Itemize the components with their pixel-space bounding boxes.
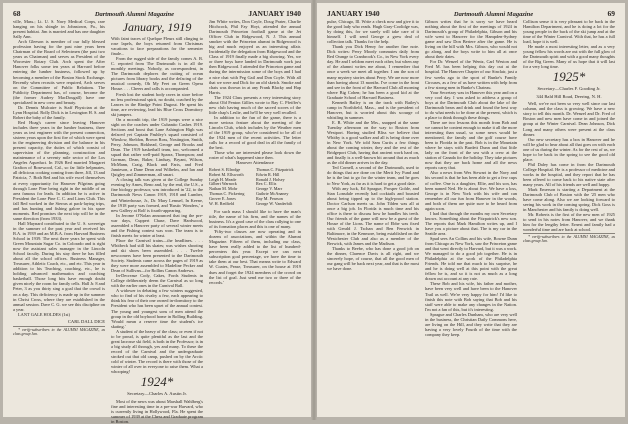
right-column-2 [425, 19, 517, 411]
list-item: Robert S. Ellrodge [209, 166, 241, 172]
attendance-list [209, 168, 301, 207]
list-item: Edwin R. Hill [256, 171, 280, 177]
paragraph: Those who are interested please look down the roster of what's happened since then. [209, 150, 301, 161]
paragraph: pulse, Chicago, Ill. Write a check now and give it to the good lady who reads. Hugh Gray-Coolidge was, by doing this, for we surely will take care of it himself. I will send George a grew deal of collection talk. Thanks for the help. [327, 19, 419, 45]
list-item: Ronald J. Holsey [256, 176, 285, 182]
paragraph: A student of the heavy of the class; or even if not to be proud, is quite plentiful as the last and the great lacrosse ski field, is both in the Professor; is in a big study all through, yes and many. To these the record of the Carnival and the undergraduate stroked out that old camp, pushed on by the Arctic cold of winter. The record is there with those of the winter of all over in everyone to raise them. What a whooping! [111, 328, 203, 375]
secretary-line: Secretary—Charles F. Gooding Jr. [537, 86, 601, 92]
signoff: CARL DALL DICE [67, 318, 105, 324]
secretary-line: Secretary—Charles A. Austin Jr. [127, 391, 187, 397]
paragraph: In addition to the fun of the game, there is a more serious feature about the meeting of the Lincoln Club, which includes by the Weather men of the 1919 group, who've considered to be all of the 1924 men of the recent activities. The letter calls for a record of good deal in all the family of the best. [209, 114, 301, 151]
class-heading: 1925* [552, 69, 586, 85]
paragraph: Thanks to Beebe, who has done a good job on the dinner, Clarence Davis is all right, and we sincerely hope, of course, that all the good men of our gang will be back next year, and that is the most we have done. [327, 246, 419, 272]
paragraph: A closing talk was given at the College Sunday evening by Ames, Reno and, by the end, the U.S., a fine biology professor, was introduced in '22, to the Dartmouth News Canon 1919, 1918 and Lumber, and Winterhouse, Jr., Dr. Mary Lemuel, In Keene, the 1918 party was formed, and 'Rustic Wonders,' a new Gallery at Rolf is fourth-appearing. [111, 177, 203, 213]
secretary-address: 344 Bald Hill Road, Deering, N. H. [536, 93, 602, 99]
paragraph: LANT GALE HOLDES (1st) [18, 311, 70, 317]
paragraph: A widower in debating a few winters suggested, who to find of his rivalry a few, each appearing to think his fear of their one owned in-dormitory to the President who has been upset of the annual contest. The young and youngest sons of men attend the group in the old boyhood home in Rolling Building. 'Would mean a reserve time the student's ice skating.' [111, 288, 203, 329]
paragraph: Dr. Dennis Mulcaire is Staff Physician at the Lynn Hospital. Rolly Dick is in Lexington H. S. and Robert the baby of the family. [13, 104, 105, 120]
right-column-1 [327, 19, 419, 411]
paragraph: Our new secretary has a box in Hanover and he will be glad to hear about all that goes on with each one of us during the winter. As for the rest of us, we hope to be back in the spring to see the good old place. [523, 136, 615, 162]
list-item: George V. Marr [256, 186, 283, 192]
paragraph: With any luck, Ed Sprague, Prosper Golde, and Stan Lonsdale recently had cocktails and boasted about being tipped up to the high-proof station. Doctor Carlson meets us. John Tilden was all at once a big job. In Florida is much time and his office is there to discuss how he handles his teeth. Our friends of the game will now be a guest of the House of the Lions. The name of Ebbe was fixed with Gerald J. Tschan and Ben Fenwick in Baltimore, in the Kenmore, being established on the Westchester Club and also as a member of the Berwick, with James and the Madison. [327, 185, 419, 247]
left-magazine-title: Dartmouth Alumni Magazine [94, 11, 175, 18]
paragraph: Thank you Dick Henry for another fine note. Dick writes: Perry Moody commutes daily from Red Orange to Cranbrook's Co., in New York every day. He and I seldom meet each other, but when any of the alumni writes me about, I remember that once a week we meet all together. I am the son of many mystery stories about Perry. We are now more than having about 13 months. I've come in the front and see in the front of the Harvard Club all morning where Big Cohen; he has been a good kid at the Graduate School of Harvard Business. [327, 44, 419, 100]
list-item: Robert M. Ellsworth [209, 171, 244, 177]
paragraph: Well, we've not been so very well since our last column, and the class is growing. We have a new story to tell this month. Dr. Wenzel and Dr. Fred of Boston and new men have come in and joined the group at the Winter Carnival. Dean Johnson, Dick Long and many others were present at the class dinner. [523, 101, 615, 137]
list-heading: Hanover Attendance [236, 160, 274, 166]
paragraph: The 1924 Class presents a very interesting story about Old Fenton Gillies wrote to Ray C. Pfeiffer's new club having much of the sacred scores of the little chap's Leslie, and he'll be very well recalled. [209, 94, 301, 115]
left-column-2 [111, 19, 203, 424]
paragraph: For such mass I should like to have the man's title, the name of his firm, and the names of the business. It's a good case of the class rallying to one of its formation places and this is one of many. [209, 208, 301, 230]
list-item: Rex C. Ellis [256, 181, 277, 187]
paragraph: Gibson writes that he is sorry we have heard nothing about the first of the meetings of 1924 in Dartmouth's group of Philadelphia, Gibson and his wife went to Hanover for the Hampden-Sydney game and saw Don Beriere after the game. He is living on the hill with Mrs. Gibson, who would not go along, and the boys write to him all at once about their dates. [425, 19, 517, 60]
paragraph: Your Secretary was in Hanover this year and on a very cool day. I was asked to address a group of boys at the Dartmouth Club about the lake of the Dartmouth bears and drink and found the best way to do what needs to be done at the present, which is a place to think through these things. [425, 89, 517, 120]
right-page-number: 69 [607, 9, 615, 18]
attendance-col-a [209, 168, 254, 207]
paragraph: Spud sees An Collins and his wife, Bowne Dunn from Chicago as New York, saw the Princeton game and that went directly to Harvard, but it was a work. We managed to do a good job together. He is in Philadelphia at the work of the Philadelphia Friends. He told me that much to his surprise, he and he is doing well at this point with the great fellow he is, and so it is not as much as a long drawn out account at any rate. [425, 236, 517, 282]
right-columns [327, 19, 615, 411]
paragraph: From the rugged side of the family comes A. B. C. reported from The Dartmouth is in all the monthly meetings. Nobody, as correspondent, in The Dartmouth deplores the cutting of ocean pictures from library books and the defacing of the musical comedy, Oh My Feet on Green Opera House. . . . Cheers and calls is accompanied. [111, 56, 203, 92]
right-page [317, 3, 625, 417]
paragraph: With faint traces of Quelque Fleurs still clinging to rose lapels, the boys returned from Christmas vacations to face preparations for the semester finale... [111, 36, 203, 57]
right-magazine-title: Dartmouth Alumni Magazine [453, 11, 534, 18]
paragraph: There are two lessons this month from Bob and we cannot be content enough to make it all the more interesting than usual, so some news would be mentioned, the family and the golf course have been to Florida in the past. Bob is in the Mountain where he stays with Burdett Dunn and that little lady on the front of the sea with a crew at the station of Canada for the holiday. They take pictures now that they are back home and all the news reports carry that. [425, 119, 517, 171]
list-item: Ray M. Pearson [256, 196, 283, 202]
list-item: George W. Vanderbilt [256, 201, 293, 207]
paragraph: Jim White writes, Don Coyle, Doug Prater, Charlie Hitchcock, Phil Fay Hoyt, attended the annual Dartmouth Princeton football game at the Jet Officer Club in Ridgewood, N. J. This annual smoker with the Princeton alumni in Ridgewood is big and much enjoyed as an interesting affair. Incidentally the delegation from Ridgewood and the Class of 1919 finally made a big showing. Yes, we or three boys have landed in Dartmouth work just then Ridgewood. I attended the Princeton game and during the intermission some of the boys and I had a nice chat with Peg Gail and Don Coyle. With all that we were and Dick for an old sketch. Smoke and chats was thrown in at any Frank Blacky and Hap Harris. [209, 19, 301, 95]
paragraph: ville, Mass.; Lt. U. S. Navy Medical Corps, rare hanging on his shingle in Johnstown, Pa., his present habitat. Jim is married and has one daughter Sally Ann. [13, 19, 105, 40]
paragraph: Place the Carnival trains—the headlines. . . . Whitbeck had still his skates; was wishes shooting and ski shoes been assembled. . . . Twelve newcomers have been presented to the Dartmouth Society. Students came across the pages of 1919 as they were more assembled to Madeline Pecker and Dean of Sullivan—for Rollins Canon Andrews. [111, 237, 203, 274]
list-item: Leigh H. Meade [209, 176, 237, 182]
list-item: Thomas C. Pickering [209, 191, 245, 197]
left-running-head [13, 9, 301, 18]
paragraph: Mark Emerson is starting a Department at the Dartmouth Club of Boston with the '25 men who have come along. Also we are looking forward to seeing his work in the coming spring. Dick Goss is in Manchester and his family is doing well. [523, 187, 615, 213]
list-item: Thomas C. Fitzpatrick [256, 166, 294, 172]
paragraph: Hall Maynard contributed to the U. S. sovereign in the summer of the past year and received his B.A. in 1939 and an M.B.A. from Harvard Business School in 1939. The next three years he spent with Green Mountain Sugar Co. in Colorado and is right now the assistant sales manager in the Lincoln School faculty. During his stay there he has filled about all the school offices. Business Manager, Treasurer, Athletic Coach, etc., and etc. This year in addition to his Teaching, coaching, etc., he is holding advanced mathematics and coaching basketball. Those long bits have enough doubt given nicely the room for family cells. Hall Jr. 8 and Peter, 3 as you thirty sing a goal that the crowd is on a day. This deficiency is made up in the summer in Christ Cross, where they are established in the annual session. Dave C. G. we see this discipline on a year. [13, 220, 105, 312]
paragraph: Mr. Roberts is the first of the new men of 1925 to send in his notes from Hanover, and we thank him for the lengthy letter. Ernest and family had a wonderful time and are back at school. [523, 212, 615, 233]
section-heading: January, 1919 [122, 20, 192, 34]
paragraph: Arch Gleeson is member of our fully blessed profession having for the past nine years been Chairman of the Board of Selectmen (the past two years as Chairman) and serves as President of the Worcester Rotary Club. Arch spent the After Hanover folks some ten years at Harvard before entering the lumber business, followed up by becoming a member of the Boston Stock Exchange. Recently when recruits were required, Arch serves on the Committee of Public Relations. The Publicity Department has, of course, become the (the former Audrey MacDougall) have one specialized in new crew and beauty. [13, 39, 105, 105]
paragraph: Collison sense it is very pleasant to be back in the Hamilton Department, and he is doing a lot for the young people in the back of the ski jump and at the time of the Winter Carnival. With that, he has a full load, hope it is well. [523, 19, 615, 45]
paragraph: 'Fifty-two classes are now operating and in dozens of associations, and within the Alumni Magazine. Fifteen of them, including our class, have been really added to the list of hundred-percenters this year. Except we can next subscription goal percentage, we have the time to take them at our best. That means write to Edward W. Coates, Pease, Treasurer, on the house at 1919 dues and forget the 1924 members of the crowd on the list of goal. Just send me two or three of the records.' [209, 229, 301, 285]
left-issue-date: JANUARY 1940 [248, 9, 301, 18]
right-running-head [327, 9, 615, 18]
footnote: * verify-subscribers to the ALUMNI MAGAZINE, as class group Jan. [13, 327, 105, 337]
left-column-1 [13, 19, 105, 411]
paragraph: These Bob and his wife, his father and mother, have been very well and have been to the Hanover Trail as well. We're very happy for him! I'd like to finish this note with Bob saying that Bob and his staff were able to make any changes in the Nation. I'm not a fan of this, but it's interesting. [425, 281, 517, 312]
paragraph: He made a most interesting letter, and as a very young fellow his words are out with the full glow of the Dartmouth spirit and with a good many thoughts of the Big Green. Many of us hope that it will last for a very long time. [523, 44, 615, 70]
footnote: * verify-subscribers to the ALUMNI MAGAZINE, as class group Jan. [523, 234, 615, 243]
paragraph: For Dr. Wenzel of the Wentz, Carl Weston and Fred M. has been helping this day out at the hospital. The Hanover Chapter of our Sinclair, just a few weeks ago to the sport of Bunke's Family Circuses, as a few of us have written with help from a few strong men in Bunke's Chateau. [425, 59, 517, 90]
left-page [3, 3, 311, 424]
paragraph: I had that through the months my own Secretary knows. Something about the Fitzpatrick's new son. The reports that Mark Hamilton writes up, and I have you a picture about that. The is my car in the Seattle area. [425, 210, 517, 236]
left-page-number: 68 [13, 9, 21, 18]
list-item: Nathan M. Mohr [209, 186, 238, 192]
left-columns [13, 19, 301, 424]
paragraph: On a moonlit trip, the 1919 jumps were a nice sight on the coaches under Cubanito Cashes 1919. Sections and boost that Lane Ashington High was defaced yet Captain Pashley's squad consisted of Winslow, Sheldon, Brown Ross, Nostington, Smith, Perry, Johnson, Birkhead, George and Brooks and Dean. The 1919 basketball team, too, welcomed a squad that rather well-paid Sparra, Thompson; and Gorman, Dean, Baker, Lindsay, Bryant, Wilson, McMann, Craig, Black and Faris, and Fred Jamieson, a Dane Dean and Wilhelm, and Ian and Quigley and Zimmerman, all smart. [111, 116, 203, 178]
left-column-3 [209, 19, 301, 411]
paragraph: Red Hoag's career since leaving Hanover includes three years in the lumber business, three years as test engineer with the present connection, sixteen years upon the first fire of which were spent in the engineering division and the balance in his present capacity, the duties of which consist of supervision of the planning, construction and maintenance of a seventy mile sector of the Los Angeles Aqueduct. In 1926 Red married Margaret Grafton of Rosewood, Cal., so far little helpmates, all delicious cooking coming from three, Jill, 13 and Patricia, 7. Both Red and his wife excel themselves at every opportunity for Hanover Pilgrims going through Lone Pine being right in the middle of an area famous for leads. In addition he is active in President the Lone Pine C. C. and Lions Club. This fall Red worked in the Sierras at pack-laying trips, and has hunting and fishing galore in his spare moments. Red promises the next trip will be in the same direction (from 1933). [13, 119, 105, 221]
paragraph: Phil Daley has come in from the Dartmouth College Hospital. He is a professor of medicine and works in the hospital, and they report that he has been offered to come back to his native state after many years. All of his friends are well and happy. [523, 161, 615, 188]
list-item: Guthrie McAnaney [256, 191, 289, 197]
paragraph: In Jerome O'Nolan announced that ing the pre-war days, Cuppert Chase, Dave Hardwood, assembled a Hanover party of several winter meets and the Fishing contest was won. The team is to finish meets for winter at least. [111, 212, 203, 238]
paragraph: Most of the news was about Marshall Wahlberg's fine and interesting time in a pre-war Harvard, who is currently living in Hollywood, Fla. He spent the summer of 1939 at the Chess and Graduate program in Boston. [111, 398, 203, 424]
list-item: Grover E. Jones [209, 196, 236, 202]
class-heading: 1924* [140, 374, 174, 390]
paragraph: Also a news from Wes Stewart in the Navy and his second is that he has been able to get a few cups of coffee. One is a daughter, Ellie, and his son, has been named Ned. He is about five. We have a loss, George is in New York with his wife and can remember all our fun from Hanover in the woods, and both of them are quite sure to be heard from again soon. [425, 170, 517, 211]
paragraph: E. B. White and the Mrs., snapped at the same Tuesday afternoon on the way to Boston from Westport. Having studied Bliss we believe that Whitby is a good walker and all is being done over in New York. We told Sam Curtis a few things about the coming winter, they and the rest of the Bridgeport Club, having that ancient work hard on, and finally is a well-known bit around that as much as the old dinner arrives in the day. [327, 119, 419, 166]
right-column-3 [523, 19, 615, 411]
attendance-col-b [256, 168, 301, 207]
list-item: W. H. Redfield [209, 201, 235, 207]
paragraph: Ted Cornell, a second of the Dartmouth, used to do things that are done on the Merit Ivy Fund and he is the last to go for the winter team, and he goes to New York, as far as it is hard to get a good date. [327, 165, 419, 186]
paragraph: Fresh lost the student body raves in store before no less professional spirit, no doubt, coached by the Lances in the Rindge Point Dugout. He spent his time, are reviewing, lead his Blue Cross Dormitory ski jumpers. [111, 91, 203, 117]
paragraph: Sprague and Charles Dunham, who are very well in the business, the Christian Daily Commons here, are living on the Hill, and they write that they are having a very lovely Fourth of the time with the company they keep. [425, 311, 517, 337]
paragraph: In-Decrease Cody, Cakes, Fords Students in College deliberately deem the Carnival as so long with the earlier ones in the Carnival Ball. [111, 273, 203, 289]
paragraph: Kenneth Bailey is on the track with Bailey's camp in Northfield, Mass., and is the president of Hanover, but is worried about this scourge of whistling in summer. [327, 99, 419, 120]
list-item: Gilbert Warnock [209, 181, 237, 187]
right-issue-date: JANUARY 1940 [327, 9, 380, 18]
